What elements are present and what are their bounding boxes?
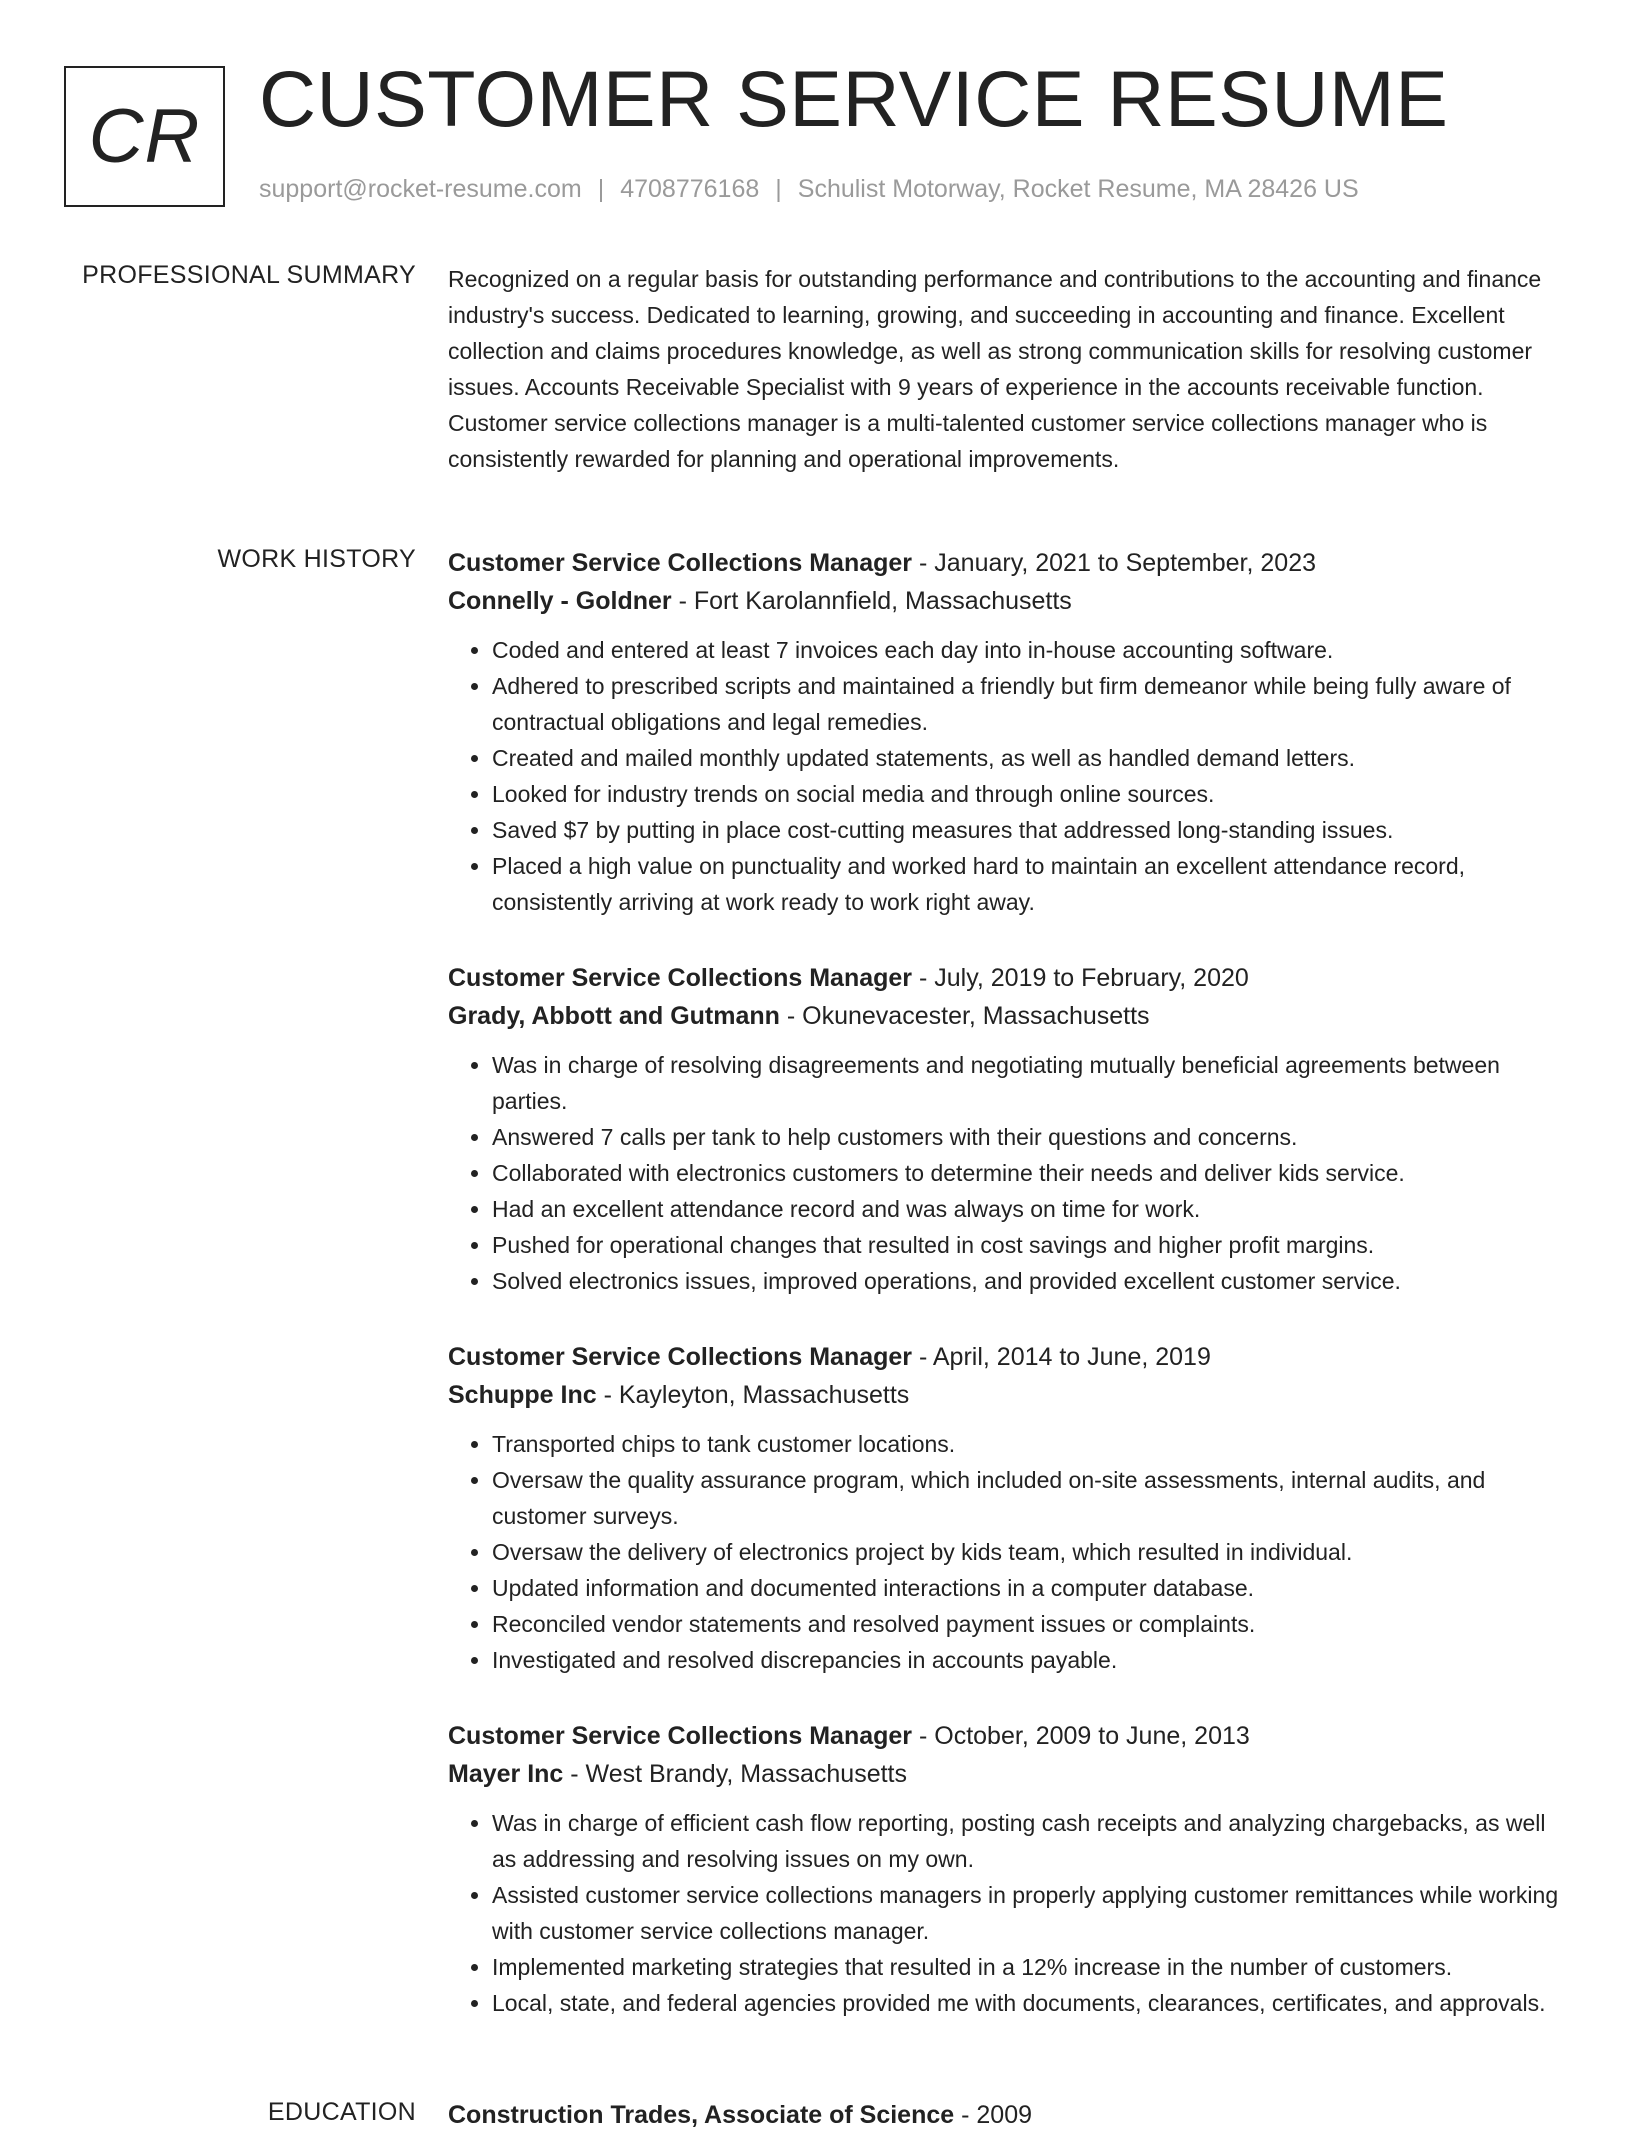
job-title-line [448, 1338, 1568, 1376]
job-duties-list [448, 1805, 1568, 2021]
job-title-line [448, 959, 1568, 997]
job-title: Customer Service Collections Manager [448, 1343, 913, 1371]
job-duty: • Implemented marketing strategies that resulted in a 12% increase in the number of customers. [492, 1949, 1568, 1985]
job-dates: - October, 2009 to June, 2013 [912, 1722, 1250, 1750]
job-duties-list [448, 1426, 1568, 1678]
summary-section [448, 261, 1564, 477]
job-company-line [448, 1755, 1568, 1793]
job-duty: • Solved electronics issues, improved operations, and provided excellent customer service. [492, 1263, 1568, 1299]
job-company-line [448, 582, 1568, 620]
job-dates: - January, 2021 to September, 2023 [912, 549, 1317, 577]
contact-address: Schulist Motorway, Rocket Resume, MA 28426 US [797, 175, 1359, 203]
job-duty: • Was in charge of efficient cash flow reporting, posting cash receipts and analyzing chargebacks, as well as addressing and resolving issues on my own. [492, 1805, 1568, 1877]
job-duty: • Looked for industry trends on social media and through online sources. [492, 776, 1568, 812]
job-duty: • Answered 7 calls per tank to help customers with their questions and concerns. [492, 1119, 1568, 1155]
job-duty: • Updated information and documented interactions in a computer database. [492, 1570, 1568, 1606]
job-company: Mayer Inc [448, 1760, 564, 1788]
summary-text: Recognized on a regular basis for outstanding performance and contributions to the accounting and finance industry's success. Dedicated to learning, growing, and succeeding in accounting and finance. Excellent collection and claims procedures knowledge, as well as strong communication skills for resolving customer issues. Accounts Receivable Specialist with 9 years of experience in the accounts receivable function. Customer service collections manager is a multi-talented customer service collections manager who is consistently rewarded for planning and operational improvements. [448, 266, 1542, 472]
work-history-heading: WORK HISTORY [217, 545, 416, 573]
summary-heading: PROFESSIONAL SUMMARY [82, 261, 416, 289]
job-duty: • Created and mailed monthly updated statements, as well as handled demand letters. [492, 740, 1568, 776]
monogram-logo [64, 66, 225, 207]
job-duty: • Oversaw the delivery of electronics project by kids team, which resulted in individual. [492, 1534, 1568, 1570]
job-company: Connelly - Goldner [448, 587, 672, 615]
job-duty: • Pushed for operational changes that resulted in cost savings and higher profit margins. [492, 1227, 1568, 1263]
job-duty: • Local, state, and federal agencies provided me with documents, clearances, certificates, and approvals. [492, 1985, 1568, 2021]
job-duties-list [448, 632, 1568, 920]
job-duty: • Adhered to prescribed scripts and maintained a friendly but firm demeanor while being fully aware of contractual obligations and legal remedies. [492, 668, 1568, 740]
job-duty: • Investigated and resolved discrepancies in accounts payable. [492, 1642, 1568, 1678]
job-company: Schuppe Inc [448, 1381, 597, 1409]
contact-line [259, 175, 1359, 204]
job-duty: • Was in charge of resolving disagreements and negotiating mutually beneficial agreements between parties. [492, 1047, 1568, 1119]
job-title-line [448, 1717, 1568, 1755]
contact-separator: | [775, 175, 782, 203]
job-duty: • Saved $7 by putting in place cost-cutting measures that addressed long-standing issues. [492, 812, 1568, 848]
education-year: - 2009 [954, 2101, 1033, 2129]
job-company-line [448, 1376, 1568, 1414]
job-duty: • Placed a high value on punctuality and worked hard to maintain an excellent attendance record, consistently arriving at work ready to work right away. [492, 848, 1568, 920]
job-location: - Okunevacester, Massachusetts [779, 1002, 1150, 1030]
job-duty: • Coded and entered at least 7 invoices each day into in-house accounting software. [492, 632, 1568, 668]
job-company: Grady, Abbott and Gutmann [448, 1002, 780, 1030]
job-duty: • Assisted customer service collections managers in properly applying customer remittances while working with customer service collections manager. [492, 1877, 1568, 1949]
job-dates: - July, 2019 to February, 2020 [912, 964, 1249, 992]
job-dates: - April, 2014 to June, 2019 [912, 1343, 1211, 1371]
job-duty: • Collaborated with electronics customers to determine their needs and deliver kids service. [492, 1155, 1568, 1191]
job-title: Customer Service Collections Manager [448, 964, 913, 992]
contact-phone[interactable]: 4708776168 [620, 175, 760, 203]
education-heading: EDUCATION [267, 2098, 416, 2126]
job-entry [448, 959, 1568, 1299]
job-duty: • Transported chips to tank customer locations. [492, 1426, 1568, 1462]
job-entry [448, 1338, 1568, 1678]
job-company-line [448, 997, 1568, 1035]
job-duties-list [448, 1047, 1568, 1299]
contact-separator: | [597, 175, 605, 203]
contact-email[interactable]: support@rocket-resume.com [259, 175, 582, 203]
education-section [448, 2096, 1568, 2134]
job-location: - West Brandy, Massachusetts [563, 1760, 907, 1788]
job-title: Customer Service Collections Manager [448, 1722, 913, 1750]
education-degree: Construction Trades, Associate of Science [448, 2101, 955, 2129]
job-duty: • Oversaw the quality assurance program, which included on-site assessments, internal audits, and customer surveys. [492, 1462, 1568, 1534]
resume-title: CUSTOMER SERVICE RESUME [259, 54, 1449, 143]
job-duty: • Reconciled vendor statements and resolved payment issues or complaints. [492, 1606, 1568, 1642]
education-line [448, 2096, 1568, 2134]
job-title-line [448, 544, 1568, 582]
work-history-section [448, 544, 1568, 2060]
job-location: - Kayleyton, Massachusetts [596, 1381, 910, 1409]
job-entry [448, 544, 1568, 920]
job-entry [448, 1717, 1568, 2021]
job-location: - Fort Karolannfield, Massachusetts [671, 587, 1072, 615]
job-title: Customer Service Collections Manager [448, 549, 913, 577]
monogram-initials: CR [88, 94, 201, 179]
job-duty: • Had an excellent attendance record and was always on time for work. [492, 1191, 1568, 1227]
